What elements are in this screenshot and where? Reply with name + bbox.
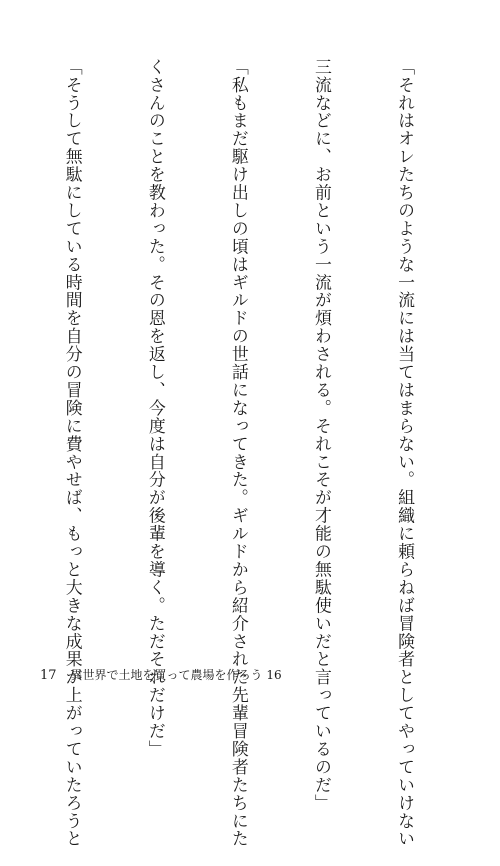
- text-line: [0, 58, 3, 664]
- text-line: 「そうして無駄にしている時間を自分の冒険に費やせば、もっと大きな成果が上がっていたろうと: [63, 58, 84, 848]
- page-number: 17: [40, 668, 57, 683]
- text-line: 「私もまだ駆け出しの頃はギルドの世話になってきた。ギルドから紹介された先輩冒険者たちにた: [229, 58, 250, 848]
- text-line: 「それはオレたちのような一流には当てはまらない。組織に頼らねば冒険者としてやっていけない: [395, 58, 416, 848]
- text-line: 三流などに、お前という一流が煩わされる。それこそが才能の無駄使いだと言っているのだ」: [312, 58, 333, 812]
- book-title: 異世界で土地を買って農場を作ろう 16: [70, 668, 282, 682]
- page-footer: [40, 666, 282, 683]
- text-line: くさんのことを教わった。その恩を返し、今度は自分が後輩を導く。ただそれだけだ」: [146, 58, 167, 759]
